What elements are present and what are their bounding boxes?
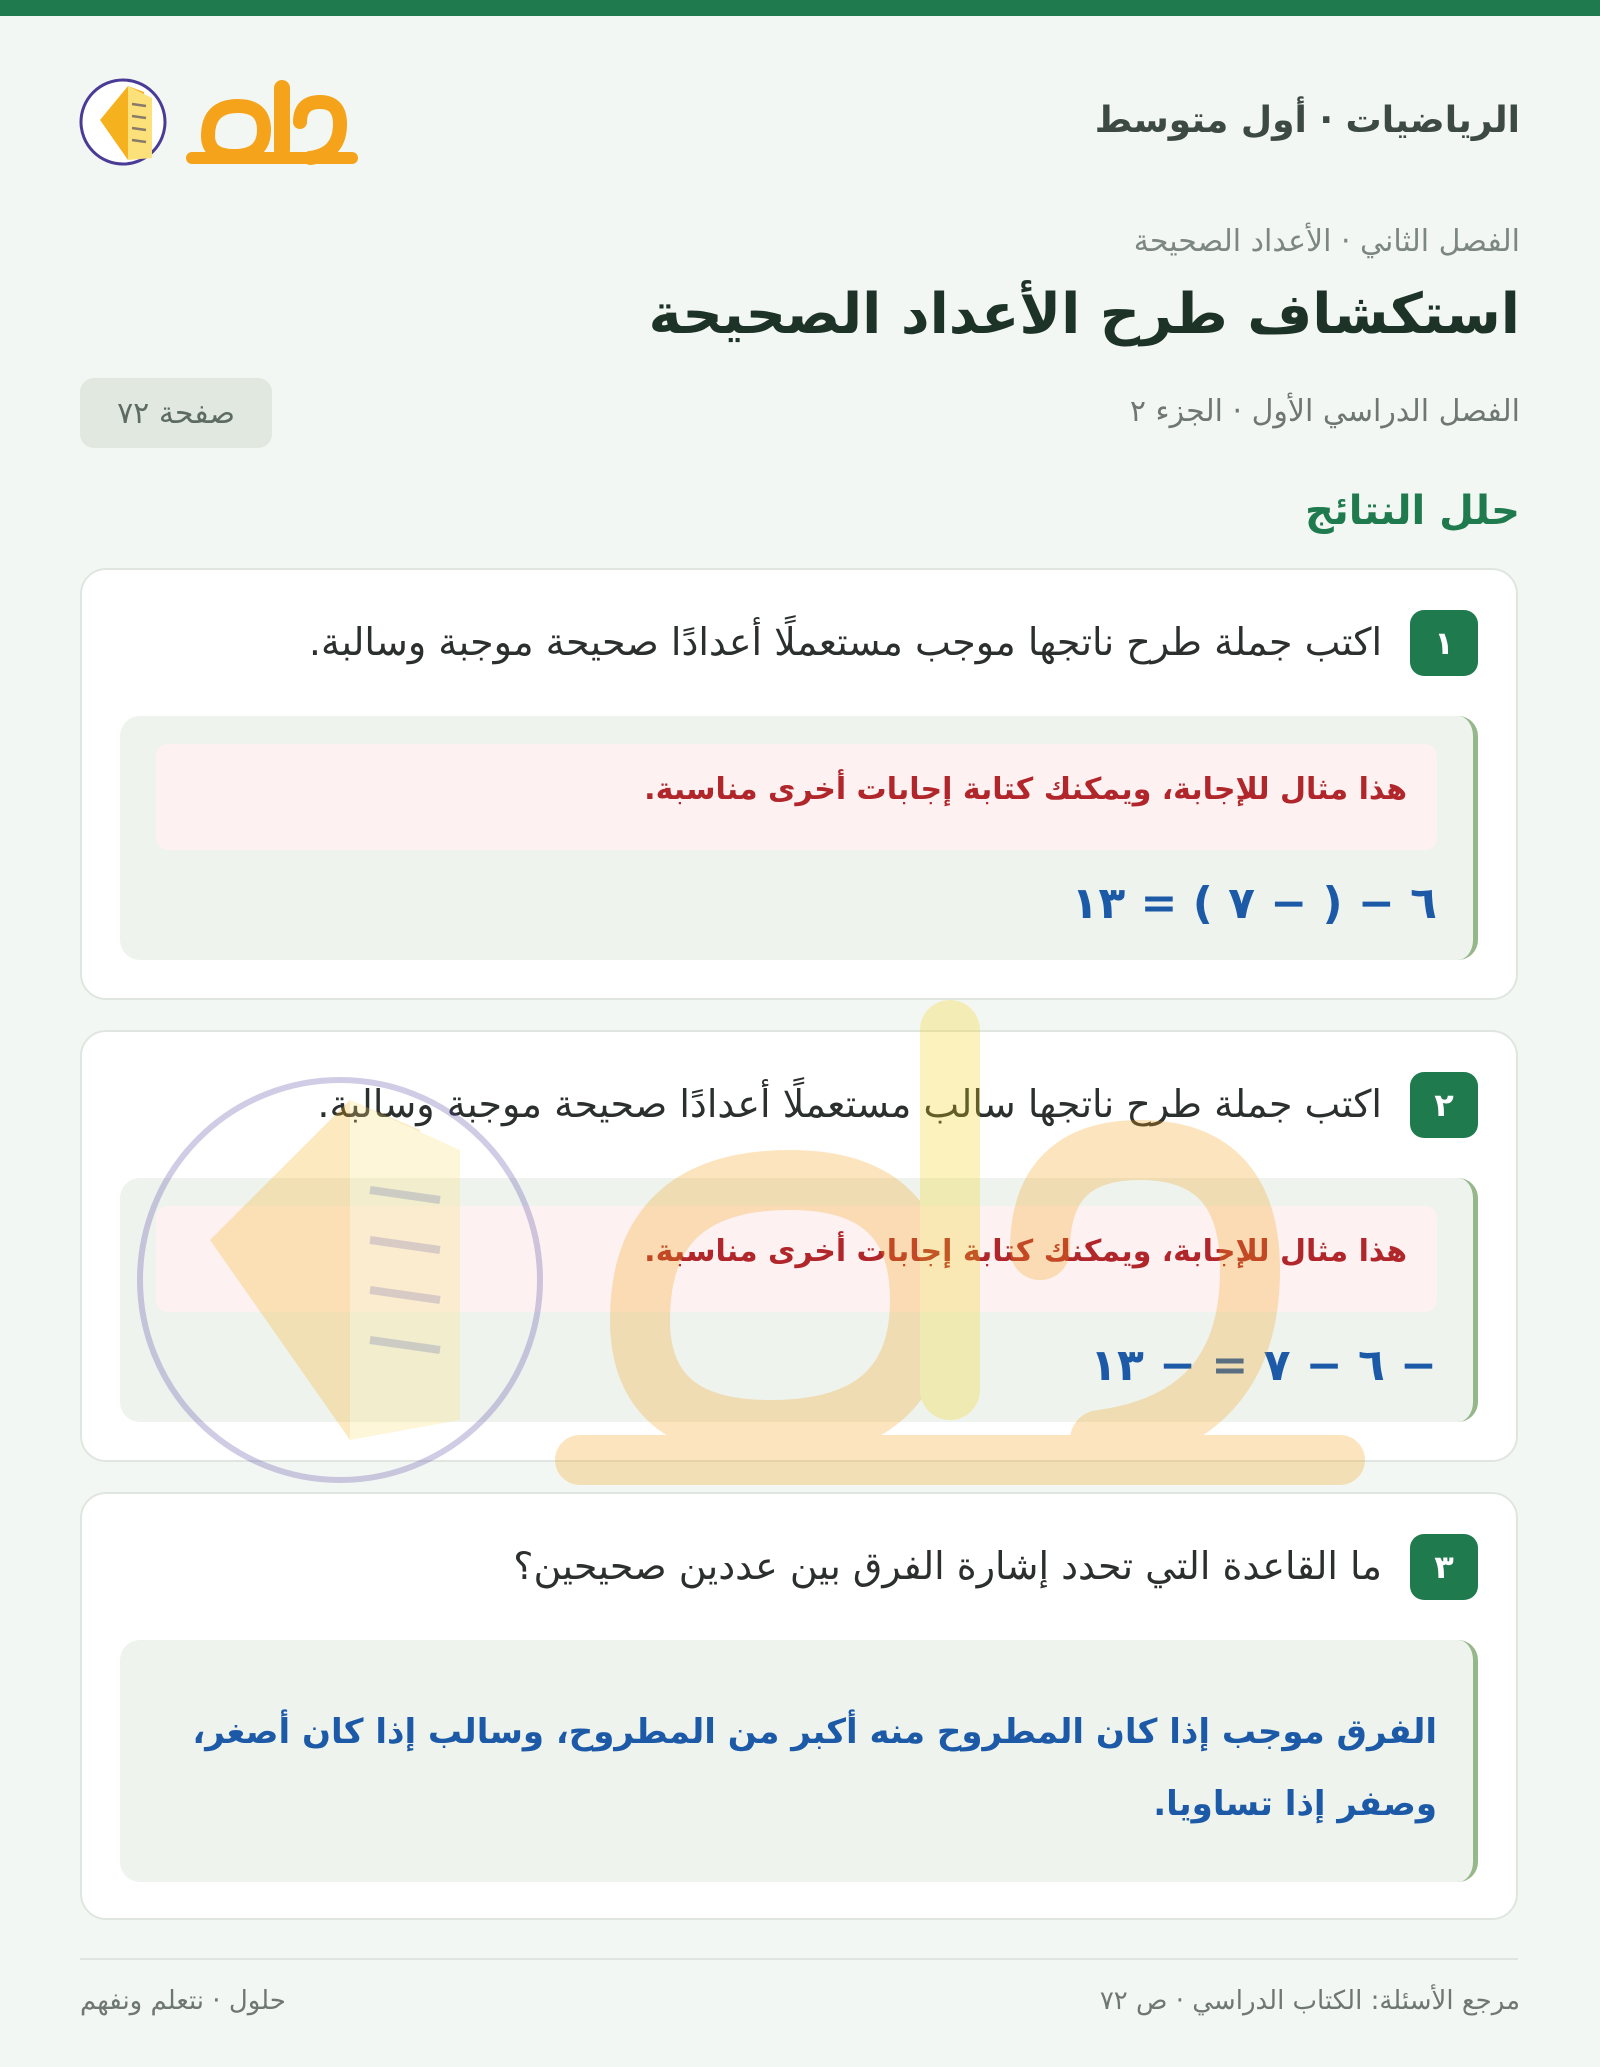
hulul-logo[interactable]: [78, 62, 358, 182]
question-text: ما القاعدة التي تحدد إشارة الفرق بين عددين صحيحين؟: [513, 1544, 1382, 1588]
question-number-badge: ١: [1410, 610, 1478, 676]
example-note: هذا مثال للإجابة، ويمكنك كتابة إجابات أخرى مناسبة.: [156, 1206, 1437, 1312]
answer-box: [120, 1178, 1478, 1422]
answer-rule-text: الفرق موجب إذا كان المطروح منه أكبر من المطروح، وسالب إذا كان أصغر، وصفر إذا تساويا.: [192, 1712, 1437, 1824]
answer-equation: ٦ − ( − ٧ ) = ١٣: [1071, 878, 1437, 929]
question-card-3: [80, 1492, 1518, 1920]
page-number-badge: صفحة ٧٢: [80, 378, 272, 448]
answer-box: [120, 1640, 1478, 1882]
question-number-badge: ٢: [1410, 1072, 1478, 1138]
section-title: حلل النتائج: [1304, 488, 1520, 534]
top-accent-bar: [0, 0, 1600, 16]
question-header: [120, 610, 1478, 676]
chapter-label: الفصل الثاني · الأعداد الصحيحة: [1133, 224, 1520, 259]
question-text: اكتب جملة طرح ناتجها سالب مستعملًا أعدادًا صحيحة موجبة وسالبة.: [317, 1082, 1382, 1126]
example-note: هذا مثال للإجابة، ويمكنك كتابة إجابات أخرى مناسبة.: [156, 744, 1437, 850]
footer-reference: مرجع الأسئلة: الكتاب الدراسي · ص ٧٢: [1099, 1986, 1520, 2016]
question-text: اكتب جملة طرح ناتجها موجب مستعملًا أعدادًا صحيحة موجبة وسالبة.: [308, 620, 1382, 664]
answer-equation: − ٦ − ٧ = − ١٣: [1090, 1340, 1437, 1391]
question-card-1: [80, 568, 1518, 1000]
question-number-badge: ٣: [1410, 1534, 1478, 1600]
semester-label: الفصل الدراسي الأول · الجزء ٢: [1129, 394, 1520, 429]
footer-divider: [80, 1958, 1518, 1960]
footer-brand: حلول · نتعلم ونفهم: [80, 1986, 286, 2016]
logo-graphic: [78, 62, 358, 182]
subject-label: الرياضيات · أول متوسط: [1094, 100, 1520, 141]
question-header: [120, 1534, 1478, 1600]
answer-box: [120, 716, 1478, 960]
question-card-2: [80, 1030, 1518, 1462]
question-header: [120, 1072, 1478, 1138]
page-title: استكشاف طرح الأعداد الصحيحة: [648, 282, 1520, 347]
